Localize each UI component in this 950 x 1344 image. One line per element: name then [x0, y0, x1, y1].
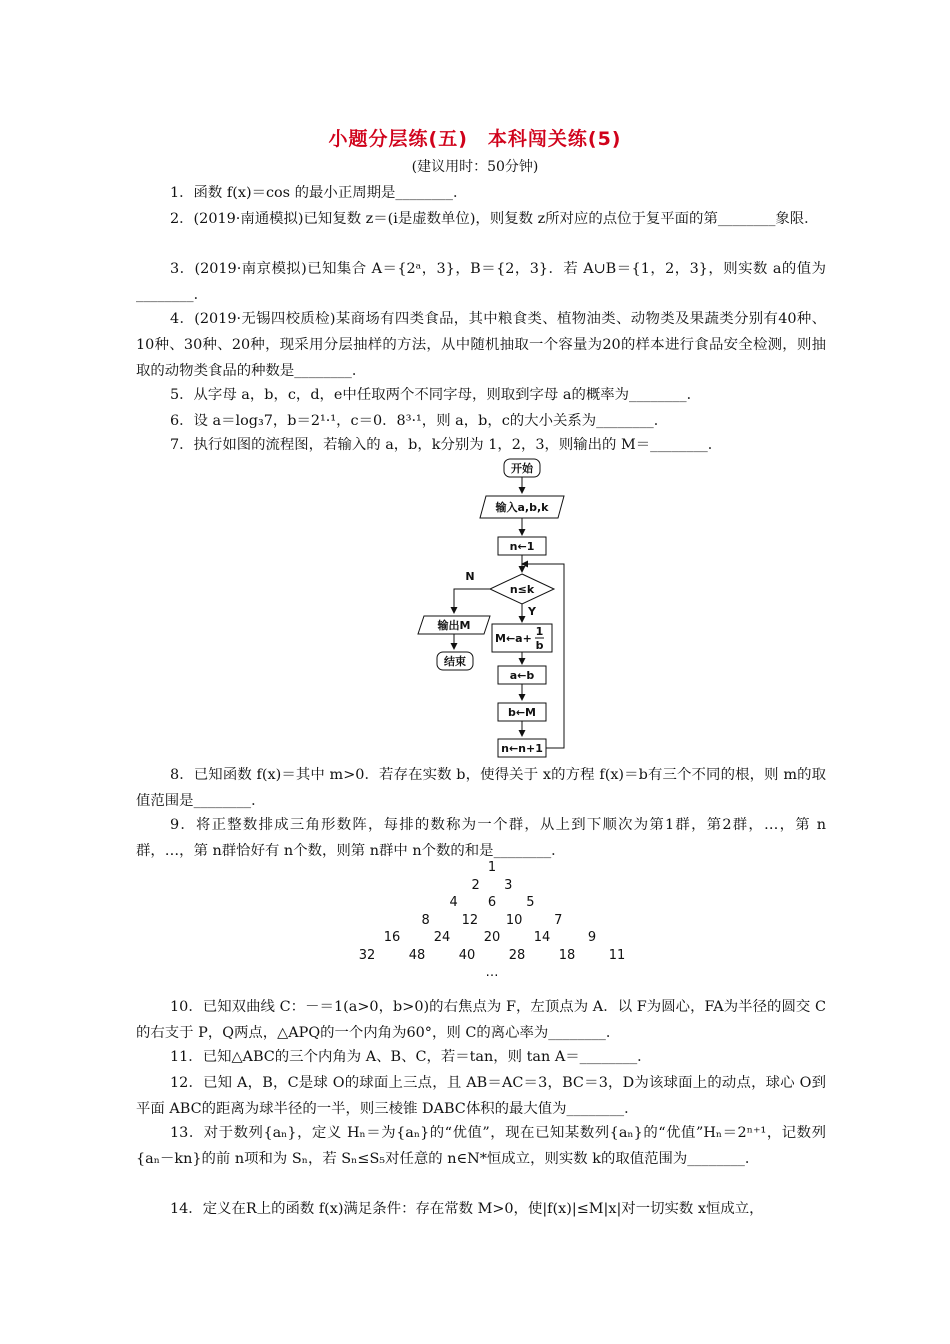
step-m-denominator: b	[535, 639, 544, 652]
triangle-number: 28	[508, 947, 526, 963]
input-label: 输入a,b,k	[495, 501, 549, 514]
triangle-number: 2	[471, 877, 480, 893]
triangle-number: 7	[554, 912, 563, 928]
question-3: 3．(2019·南京模拟)已知集合 A＝{2ᵃ，3}，B＝{2，3}．若 A∪B＝{1，2，3}，则实数 a的值为________．	[136, 261, 826, 303]
output-label: 输出M	[437, 619, 471, 632]
question-5: 5．从字母 a，b，c，d，e中任取两个不同字母，则取到字母 a的概率为________．	[170, 387, 701, 403]
flowchart-diagram	[410, 456, 580, 760]
page-title: 小题分层练(五) 本科闯关练(5)	[328, 128, 622, 150]
step-n-label: n←n+1	[501, 742, 543, 755]
triangle-number: 20	[483, 930, 501, 945]
triangle-number: 40	[458, 947, 476, 963]
triangle-number: 1	[487, 860, 497, 875]
question-10: 10．已知双曲线 C：－＝1(a>0，b>0)的右焦点为 F，左顶点为 A．以 F为圆心，FA为半径的圆交 C的右支于 P，Q两点，△APQ的一个内角为60°，则 C的离心率为________．	[136, 999, 826, 1041]
triangle-number: 8	[421, 912, 430, 928]
question-12: 12．已知 A，B，C是球 O的球面上三点，且 AB＝AC＝3，BC＝3，D为该球面上的动点，球心 O到平面 ABC的距离为球半径的一半，则三棱锥 DABC体积的最大值为________．	[136, 1075, 826, 1117]
suggested-time: (建议用时：50分钟)	[411, 159, 539, 175]
yes-label: Y	[528, 605, 536, 618]
question-8: 8．已知函数 f(x)＝其中 m>0．若存在实数 b，使得关于 x的方程 f(x)＝b有三个不同的根，则 m的取值范围是________．	[136, 767, 826, 809]
triangle-number: 10	[505, 912, 523, 928]
triangle-number: 16	[383, 930, 401, 945]
triangle-number: 24	[433, 930, 451, 945]
start-label: 开始	[511, 462, 533, 475]
no-label: N	[465, 570, 475, 583]
question-2: 2．(2019·南通模拟)已知复数 z＝(i是虚数单位)，则复数 z所对应的点位于复平面的第________象限．	[170, 211, 819, 227]
step-m-label: M←a+	[495, 632, 532, 645]
triangle-number: 4	[449, 895, 458, 910]
question-14: 14．定义在R上的函数 f(x)满足条件：存在常数 M>0，使|f(x)|≤M|x|对一切实数 x恒成立，	[170, 1201, 764, 1217]
question-1: 1．函数 f(x)＝cos 的最小正周期是________．	[170, 185, 468, 201]
triangle-number: 48	[408, 947, 426, 963]
question-9: 9．将正整数排成三角形数阵，每排的数称为一个群，从上到下顺次为第1群，第2群，…，第 n群，…，第 n群恰好有 n个数，则第 n群中 n个数的和是________．	[136, 817, 826, 859]
question-6: 6．设 a＝log₃7，b＝2¹·¹，c＝0．8³·¹，则 a，b，c的大小关系为________．	[170, 413, 669, 429]
step-m-numerator: 1	[535, 625, 544, 638]
init-label: n←1	[509, 540, 535, 553]
triangle-number: 3	[504, 877, 513, 893]
triangle-number: 9	[587, 930, 597, 945]
number-triangle	[340, 860, 660, 990]
question-11: 11．已知△ABC的三个内角为 A、B、C，若＝tan，则 tan A＝________．	[170, 1049, 652, 1065]
step-b-label: b←M	[507, 706, 537, 719]
triangle-number: 18	[558, 947, 576, 963]
question-7: 7．执行如图的流程图，若输入的 a，b，k分别为 1，2，3，则输出的 M＝________．	[170, 437, 723, 453]
triangle-ellipsis: …	[485, 965, 499, 980]
triangle-number: 14	[533, 930, 551, 945]
triangle-number: 12	[461, 912, 479, 928]
triangle-number: 5	[526, 895, 535, 910]
triangle-number: 6	[487, 895, 497, 910]
condition-label: n≤k	[509, 583, 535, 596]
question-13: 13．对于数列{aₙ}，定义 Hₙ＝为{aₙ}的“优值”，现在已知某数列{aₙ}的“优值”Hₙ＝2ⁿ⁺¹，记数列{aₙ－kn}的前 n项和为 Sₙ，若 Sₙ≤S₅对任意的 n∈N*恒成立，则实数 k的取值范围为________．	[136, 1125, 826, 1167]
step-a-label: a←b	[509, 669, 535, 682]
question-4: 4．(2019·无锡四校质检)某商场有四类食品，其中粮食类、植物油类、动物类及果蔬类分别有40种、10种、30种、20种，现采用分层抽样的方法，从中随机抽取一个容量为20的样本进行食品安全检测，则抽取的动物类食品的种数是________．	[136, 311, 826, 379]
triangle-number: 32	[358, 947, 376, 963]
end-label: 结束	[444, 655, 466, 668]
triangle-number: 11	[608, 947, 626, 963]
